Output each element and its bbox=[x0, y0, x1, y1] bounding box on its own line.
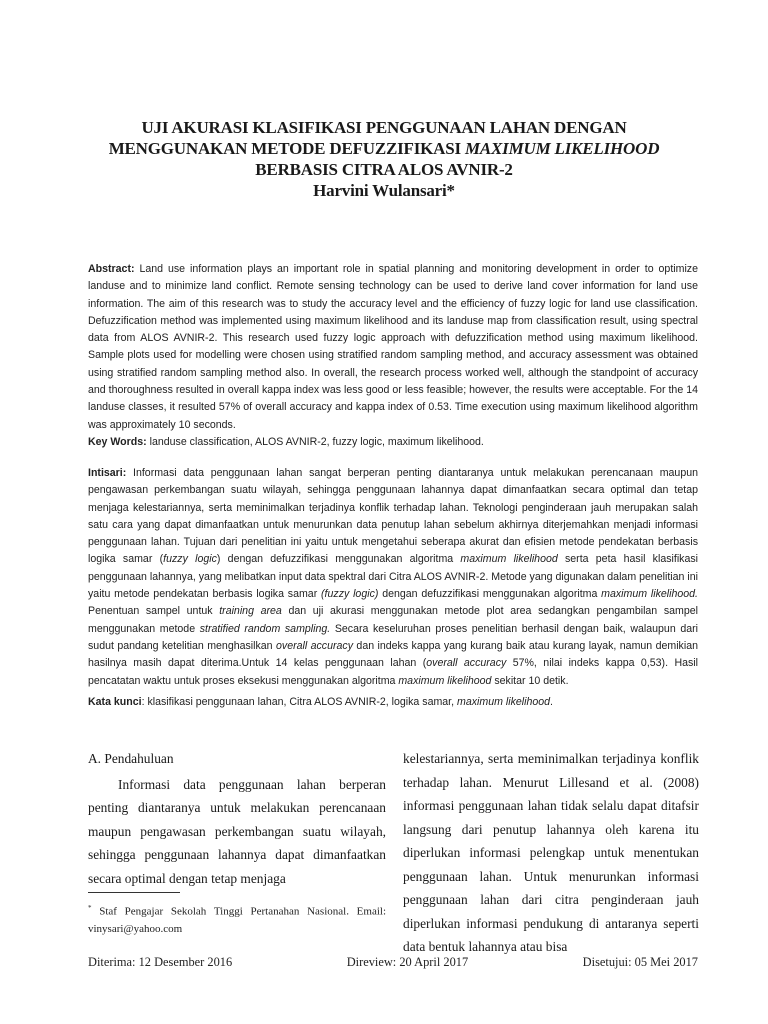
keywords-label: Key Words: bbox=[88, 436, 147, 448]
body-left-column bbox=[88, 747, 386, 890]
kata-kunci-italic: maximum likelihood bbox=[457, 696, 551, 708]
intisari-italic-3: (fuzzy logic) bbox=[321, 588, 379, 601]
intisari-text-4: dengan defuzzifikasi menggunakan algoritma bbox=[378, 588, 602, 601]
left-paragraph: Informasi data penggunaan lahan berperan penting diantaranya untuk melakukan perencanaan maupun pengawasan perkembangan suatu wilayah, sehingga penggunaan lahannya dapat dimanfaatkan secara optimal dengan tetap menjaga bbox=[88, 776, 386, 886]
abstract-text: Land use information plays an important role in spatial planning and monitoring development in order to optimize landuse and to minimize land conflict. Remote sensing technology can be used to derive land cover information for land use information. The aim of this research was to study the accuracy level and the efficiency of fuzzy logic for land use classification. Defuzzification method was implemented using maximum likelihood and its landuse map from classification result, using spectral data from ALOS AVNIR-2. This research used fuzzy logic approach with defuzzification method using maximum likelihood. Sample plots used for modelling were chosen using stratified random sampling method, and accuracy assessment was obtained using stratified random sampling method also. In overall, the research process worked well, although the standpoint of accuracy and thoroughness resulted in overall kappa index was less good or less feasible; however, the results were acceptable. For the 14 landuse classes, it resulted 57% of overall accuracy and kappa index of 0.53. Time execution using maximum likelihood algorithm was approximately 10 seconds. bbox=[88, 263, 698, 431]
intisari-text-2: ) dengan defuzzifikasi menggunakan algoritma bbox=[216, 553, 461, 566]
intisari-text-7: Secara keseluruhan proses penelitian berhasil dengan baik, walaupun dari sudut pandang ketelitian menghasilkan bbox=[88, 622, 698, 652]
kata-kunci-text: : klasifikasi penggunaan lahan, Citra ALOS AVNIR-2, logika samar, bbox=[141, 696, 458, 708]
abstract-label: Abstract: bbox=[88, 263, 135, 275]
kata-kunci-label: Kata kunci bbox=[88, 696, 142, 708]
kata-kunci bbox=[88, 694, 698, 711]
intisari-italic-5: training area bbox=[219, 605, 282, 618]
reviewed-date: Direview: 20 April 2017 bbox=[346, 955, 469, 969]
received-date: Diterima: 12 Desember 2016 bbox=[88, 955, 233, 969]
intisari-italic-1: fuzzy logic bbox=[163, 553, 217, 566]
intisari-italic-7: overall accuracy bbox=[276, 639, 354, 652]
intisari-text-9: 57%, nilai indeks kappa 0,53). Hasil pencatatan waktu untuk proses eksekusi menggunakan algoritma bbox=[88, 657, 698, 687]
title-line-2 bbox=[60, 138, 708, 159]
intisari-italic-6: stratified random sampling. bbox=[199, 622, 331, 635]
title-line-2-text: MENGGUNAKAN METODE DEFUZZIFIKASI bbox=[108, 139, 465, 158]
keywords bbox=[88, 434, 698, 451]
intisari-text-8: dan indeks kappa yang kurang baik atau kurang layak, namun demikian hasilnya masih dapat diterima.Untuk 14 kelas penggunaan lahan ( bbox=[88, 639, 698, 670]
title-line-2-italic: MAXIMUM LIKELIHOOD bbox=[464, 139, 660, 158]
abstract bbox=[88, 261, 698, 434]
intisari-text-5: Penentuan sampel untuk bbox=[88, 605, 220, 618]
intisari-text-6: dan uji akurasi menggunakan metode plot area sedangkan pengambilan sampel menggunakan metode bbox=[88, 605, 698, 635]
kata-kunci-end: . bbox=[550, 696, 553, 708]
article-dates bbox=[88, 955, 698, 970]
keywords-text: landuse classification, ALOS AVNIR-2, fuzzy logic, maximum likelihood. bbox=[146, 436, 484, 448]
intisari-italic-2: maximum likelihood bbox=[460, 553, 558, 566]
intisari-italic-9: maximum likelihood bbox=[398, 674, 492, 687]
footnote bbox=[88, 900, 386, 938]
footnote-divider bbox=[88, 892, 180, 893]
intisari-label: Intisari: bbox=[88, 467, 127, 479]
intisari-italic-4: maximum likelihood. bbox=[601, 588, 698, 601]
accepted-date: Disetujui: 05 Mei 2017 bbox=[582, 955, 698, 969]
intisari-text-3: serta peta hasil klasifikasi penggunaan lahannya, yang melibatkan input data spektral dari Citra ALOS AVNIR-2. Metode yang digunakan dalam penelitian ini yaitu metode pendekatan berbasis logika samar bbox=[88, 553, 699, 601]
article-title bbox=[60, 117, 708, 201]
intisari bbox=[88, 465, 698, 690]
footnote-text: Staf Pengajar Sekolah Tinggi Pertanahan Nasional. Email: vinysari@yahoo.com bbox=[88, 905, 386, 935]
section-heading: A. Pendahuluan bbox=[88, 751, 174, 766]
intisari-text-10: sekitar 10 detik. bbox=[491, 674, 569, 687]
body-right-column bbox=[403, 747, 699, 959]
intisari-text-1: Informasi data penggunaan lahan sangat berperan penting diantaranya untuk melakukan perencanaan maupun pengawasan perkembangan suatu wilayah, sehingga penggunaan lahannya dapat dimanfaatkan secara optimal dan tetap menjaga kelestariannya, serta meminimalkan terjadinya konflik terhadap lahan. Teknologi penginderaan jauh merupakan salah satu cara yang dapat dimanfaatkan untuk menurunkan data penutup lahan sebelum akhirnya diterjemahkan menjadi informasi penggunaan lahan. Tujuan dari penelitian ini yaitu untuk mengetahui seberapa akurat dan efisien metode pendekatan berbasis logika samar ( bbox=[88, 467, 698, 566]
footnote-mark: * bbox=[88, 904, 92, 912]
intisari-italic-8: overall accuracy bbox=[426, 657, 507, 670]
author-name: Harvini Wulansari* bbox=[313, 181, 455, 200]
right-paragraph: kelestariannya, serta meminimalkan terjadinya konflik terhadap lahan. Menurut Lillesand et al. (2008) informasi penggunaan lahan tidak selalu dapat ditafsir langsung dari penutup lahannya oleh karena itu diperlukan informasi pelengkap untuk menentukan penggunaan lahan. Untuk menurunkan informasi penggunaan lahan dari citra penginderaan jauh diperlukan informasi pendukung di antaranya seperti data bentuk lahannya atau bisa bbox=[403, 751, 699, 954]
title-line-1: UJI AKURASI KLASIFIKASI PENGGUNAAN LAHAN DENGAN bbox=[141, 118, 627, 137]
title-line-3: BERBASIS CITRA ALOS AVNIR-2 bbox=[255, 160, 513, 179]
